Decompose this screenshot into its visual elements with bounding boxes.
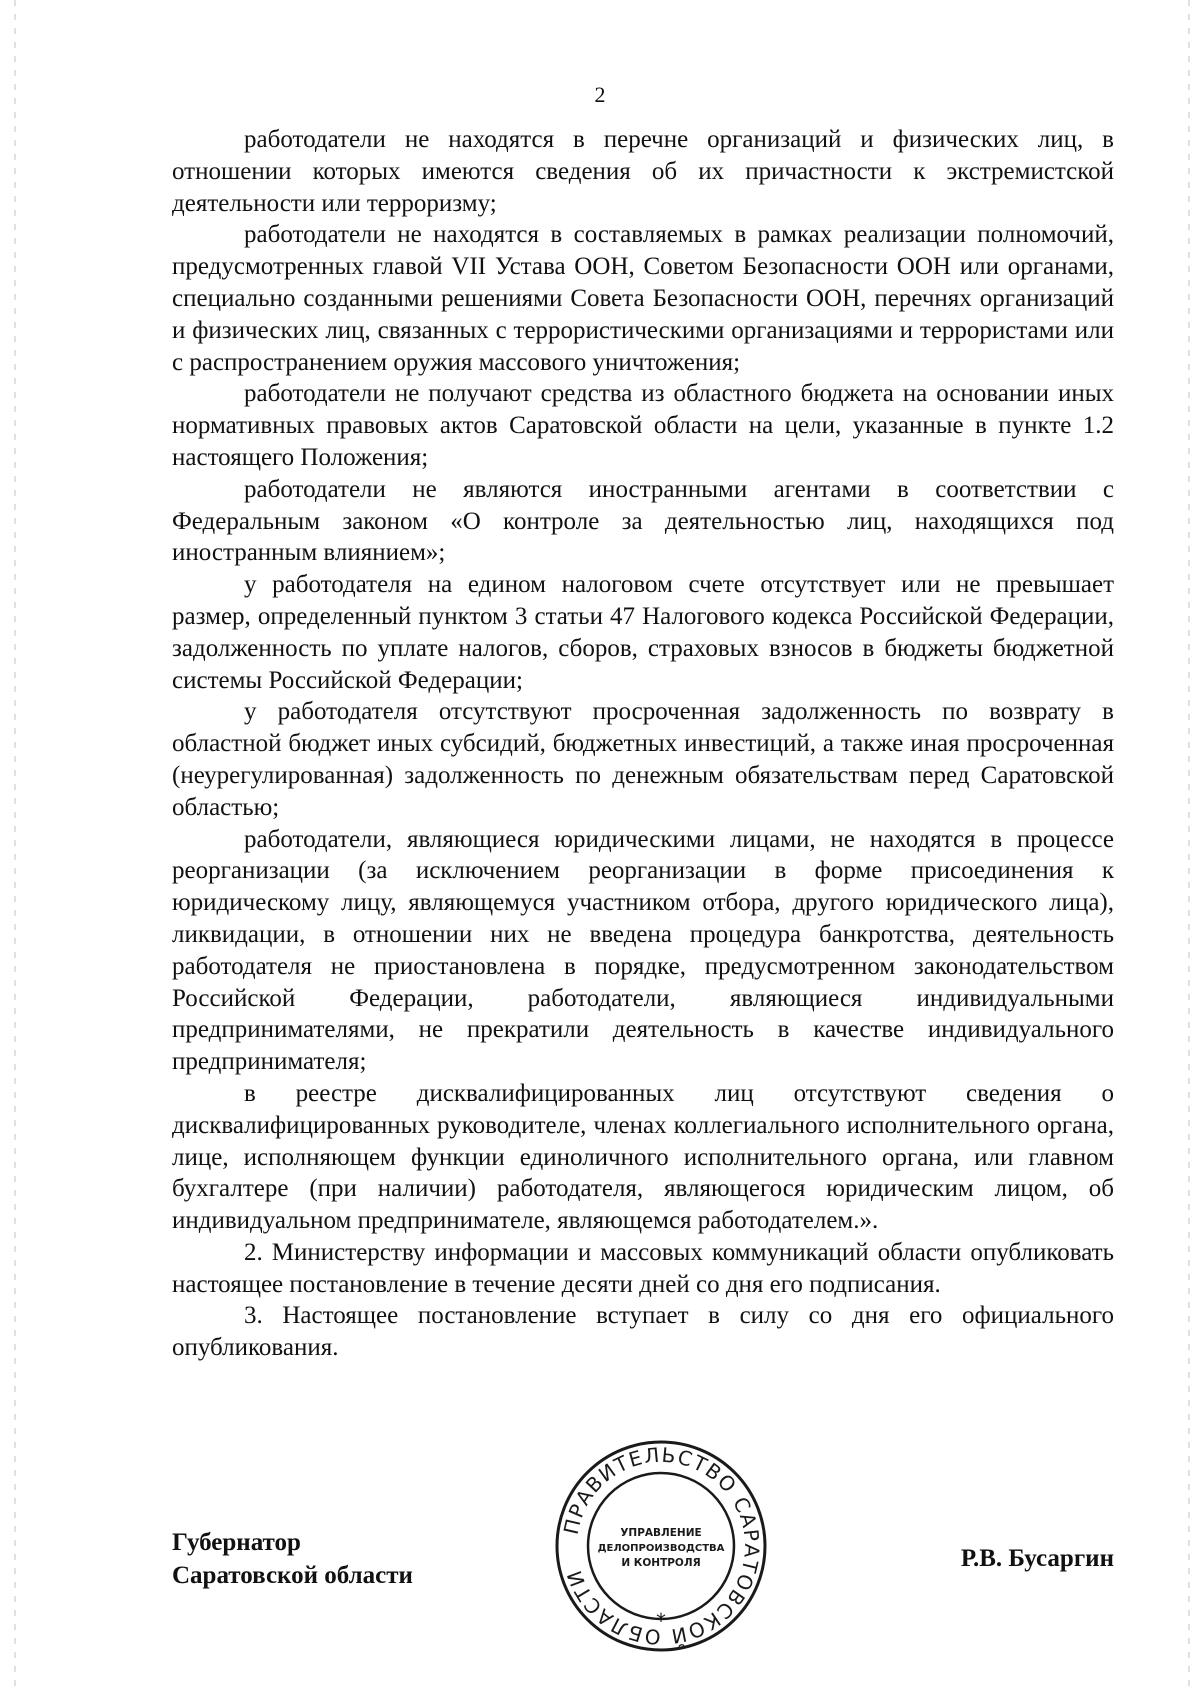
seal-outer-text: ПРАВИТЕЛЬСТВО САРАТОВСКОЙ ОБЛАСТИ bbox=[558, 1442, 765, 1650]
seal-star: * bbox=[656, 1609, 666, 1633]
paragraph-8: в реестре дисквалифицированных лиц отсутствуют сведения о дисквалифицированных руководителе, членах коллегиального исполнительного органа, лице, исполняющем функции единоличного исполнительного органа, или главном бухгалтере (при наличии) работодателя, являющегося юридическим лицом, об индивидуальном предпринимателе, являющемся работодателем.». bbox=[172, 1079, 1114, 1235]
signer-name: Р.В. Бусаргин bbox=[960, 1545, 1114, 1572]
signature-position-line2: Саратовской области bbox=[172, 1562, 413, 1589]
page-number: 2 bbox=[594, 82, 606, 107]
paragraph-6: у работодателя отсутствуют просроченная задолженность по возврату в областной бюджет иных субсидий, бюджетных инвестиций, а также иная просроченная (неурегулированная) задолженность по денежным обязательствам перед Саратовской областью; bbox=[172, 698, 1114, 821]
paragraph-2: работодатели не находятся в составляемых в рамках реализации полномочий, предусмотренных главой VII Устава ООН, Советом Безопасности ООН или органами, специально созданными решениями Совета Безопасности ООН, перечнях организаций и физических лиц, связанных с террористическими организациями и террористами или с распространением оружия массового уничтожения; bbox=[172, 221, 1114, 376]
paragraph-5: у работодателя на едином налоговом счете отсутствует или не превышает размер, определенный пунктом 3 статьи 47 Налогового кодекса Российской Федерации, задолженность по уплате налогов, сборов, страховых взносов в бюджеты бюджетной системы Российской Федерации; bbox=[172, 571, 1114, 694]
signature-position bbox=[172, 1526, 413, 1592]
official-seal bbox=[553, 1438, 769, 1654]
seal-inner-line3: И КОНТРОЛЯ bbox=[621, 1557, 701, 1569]
scan-edge-right bbox=[1188, 0, 1190, 1691]
paragraph-7: работодатели, являющиеся юридическими лицами, не находятся в процессе реорганизации (за исключением реорганизации в форме присоединения к юридическому лицу, являющемуся участником отбора, другого юридического лица), ликвидации, в отношении них не введена процедура банкротства, деятельность работодателя не приостановлена в порядке, предусмотренном законодательством Российской Федерации, работодатели, являющиеся индивидуальными предпринимателями, не прекратили деятельность в качестве индивидуального предпринимателя; bbox=[172, 825, 1114, 1076]
scan-edge-left bbox=[14, 0, 16, 1691]
signature-position-line1: Губернатор bbox=[172, 1529, 301, 1556]
paragraph-9: 2. Министерству информации и массовых коммуникаций области опубликовать настоящее постановление в течение десяти дней со дня его подписания. bbox=[172, 1238, 1114, 1298]
paragraph-1: работодатели не находятся в перечне организаций и физических лиц, в отношении которых имеются сведения об их причастности к экстремистской деятельности или терроризму; bbox=[172, 126, 1114, 217]
paragraph-4: работодатели не являются иностранными агентами в соответствии с Федеральным законом «О контроле за деятельностью лиц, находящихся под иностранным влиянием»; bbox=[172, 475, 1114, 567]
paragraph-10: 3. Настоящее постановление вступает в силу со дня его официального опубликования. bbox=[172, 1302, 1114, 1362]
document-body bbox=[172, 124, 1114, 1364]
paragraph-3: работодатели не получают средства из областного бюджета на основании иных нормативных правовых актов Саратовской области на цели, указанные в пункте 1.2 настоящего Положения; bbox=[172, 380, 1114, 471]
seal-inner-line2: ДЕЛОПРОИЗВОДСТВА bbox=[597, 1543, 725, 1554]
seal-inner-line1: УПРАВЛЕНИЕ bbox=[620, 1527, 702, 1539]
